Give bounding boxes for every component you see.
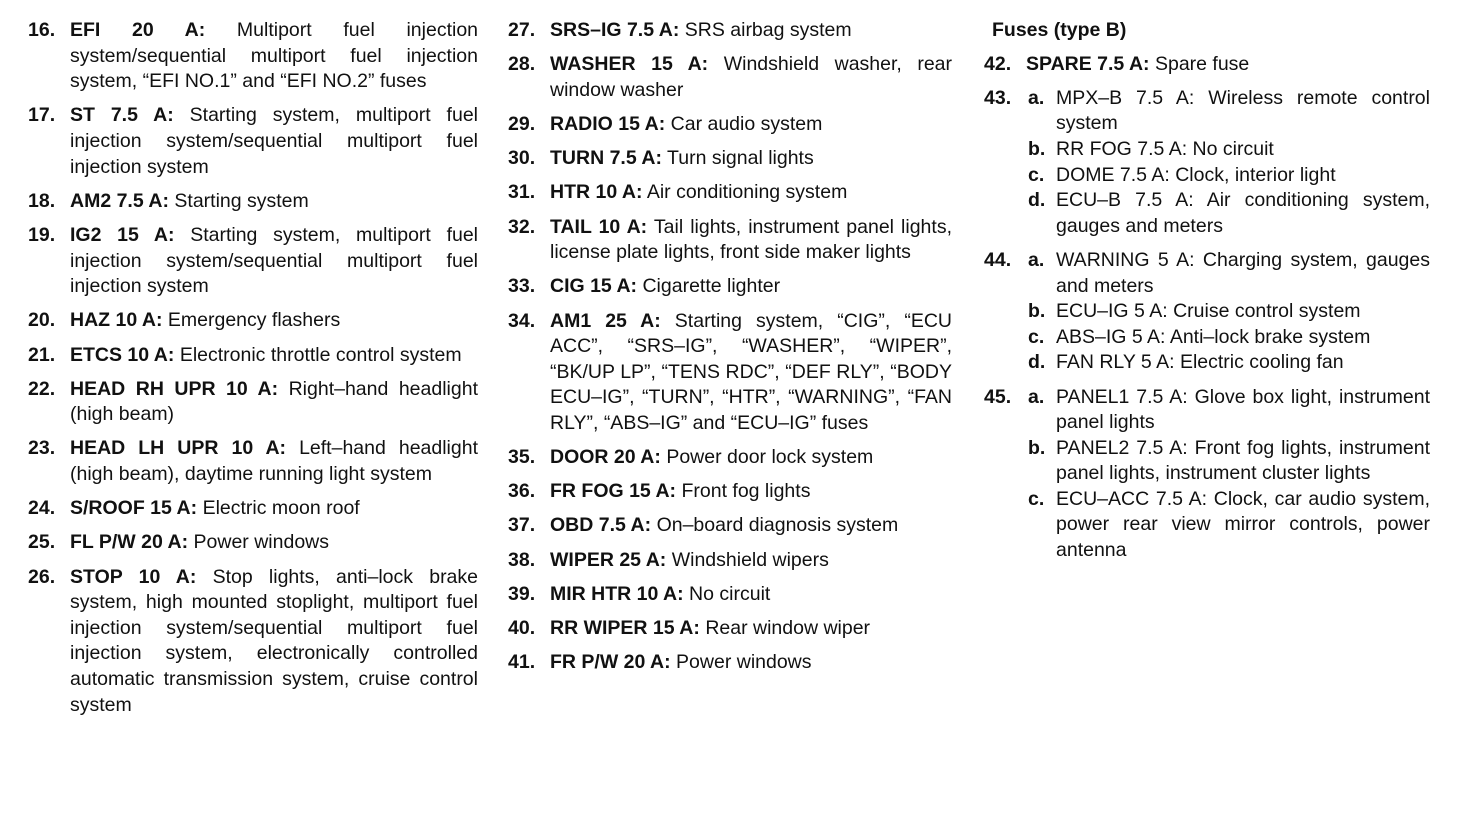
fuse-key: DOOR 20 A: [550,446,661,469]
fuse-sub-letter: d. [1028,351,1046,374]
fuse-key: EFI 20 A: [70,19,206,41]
fuse-key: S/ROOF 15 A: [70,497,198,520]
fuse-number: 36. [508,480,536,503]
fuse-key: HTR 10 A: [550,181,643,204]
fuse-number: 32. [508,215,536,238]
fuse-key: ABS–IG 5 A: [1056,325,1166,348]
fuse-key: RADIO 15 A: [550,112,666,135]
fuse-description: Tail lights, instrument panel lights, license plate lights, front side maker lights [550,215,952,264]
fuse-description: SRS airbag system [684,19,852,41]
fuse-entry-39 [508,582,952,608]
fuse-sub-entry [984,188,1430,239]
fuse-description: Charging system, gauges and meters [1056,248,1430,297]
fuse-key: WARNING 5 A: [1056,248,1195,271]
fuse-entry-27 [508,18,952,44]
fuse-key: SRS–IG 7.5 A: [550,19,680,41]
fuse-description: Windshield wipers [671,548,829,571]
fuse-description: Car audio system [670,112,823,135]
fuse-number: 17. [28,104,56,127]
fuse-description: Air conditioning system [646,181,848,204]
fuse-key: ECU–B 7.5 A: [1056,189,1194,212]
fuse-entry-33 [508,274,952,300]
fuse-entry-42 [984,52,1430,78]
fuse-description: Front fog lights [681,480,811,503]
fuse-entry-23 [28,436,478,487]
fuse-sub-entry [984,325,1430,351]
fuse-entry-24 [28,496,478,522]
fuse-number: 21. [28,343,56,366]
fuse-sub-entry [984,436,1430,487]
fuse-number: 22. [28,377,56,400]
fuse-entry-40 [508,616,952,642]
fuse-key: STOP 10 A: [70,565,197,588]
fuse-number: 24. [28,497,56,520]
fuse-description: Starting system, multiport fuel injection system/sequential multiport fuel injection system [70,104,478,178]
fuse-description: Clock, interior light [1175,163,1336,186]
fuse-key: MPX–B 7.5 A: [1056,86,1195,109]
fuse-number: 20. [28,309,56,332]
fuse-key: FR P/W 20 A: [550,651,671,674]
fuse-entry-22 [28,377,478,428]
fuse-key: ECU–IG 5 A: [1056,300,1168,323]
fuse-sub-letter: c. [1028,325,1045,348]
fuse-number: 29. [508,112,536,135]
fuse-description: Rear window wiper [705,617,871,639]
fuse-description: Cigarette lighter [642,275,781,298]
fuse-sub-entry [984,86,1430,137]
fuse-entry-31 [508,180,952,206]
fuse-number: 34. [508,309,536,332]
fuse-sub-entry [984,385,1430,436]
fuse-entry-26 [28,565,478,719]
fuse-description: On–board diagnosis system [656,514,899,537]
fuse-number: 27. [508,19,536,41]
fuse-description: Emergency flashers [167,309,341,332]
fuse-description: Starting system, multiport fuel injection system/sequential multiport fuel injection system [70,223,479,298]
fuse-sub-entry [984,248,1430,299]
fuse-key: WIPER 25 A: [550,548,667,571]
fuse-entry-21 [28,343,478,369]
fuse-entry-16 [28,18,478,95]
fuse-entry-36 [508,479,952,505]
fuse-description: Anti–lock brake system [1169,325,1371,348]
fuse-number: 33. [508,275,536,298]
fuse-description: Cruise control system [1173,300,1361,323]
fuse-sub-entry [984,487,1430,564]
fuse-entry-35 [508,445,952,471]
column-3 [984,18,1430,572]
fuse-key: SPARE 7.5 A: [1026,52,1150,75]
fuse-key: IG2 15 A: [70,223,175,246]
fuse-number: 41. [508,651,536,674]
fuse-sub-entry [984,163,1430,189]
fuse-key: ST 7.5 A: [70,104,174,127]
fuse-entry-29 [508,112,952,138]
fuse-number: 30. [508,147,536,170]
fuse-number: 19. [28,223,56,246]
fuse-description: Power windows [193,531,330,554]
fuse-key: AM1 25 A: [550,309,661,332]
fuse-description: Clock, car audio system, power rear view mirror controls, power antenna [1056,487,1430,562]
fuse-description: Electronic throttle control system [179,343,462,366]
fuse-number: 45. [984,385,1012,408]
fuse-sub-letter: d. [1028,189,1046,212]
fuse-key: TURN 7.5 A: [550,147,662,170]
fuse-key: FAN RLY 5 A: [1056,351,1175,374]
fuse-group-45 [984,385,1430,564]
fuse-description: Spare fuse [1154,52,1250,75]
fuse-number: 40. [508,617,536,639]
fuse-description: No circuit [689,582,771,605]
fuse-number: 31. [508,181,536,204]
fuse-sub-letter: c. [1028,487,1045,510]
fuse-sub-entry [984,350,1430,376]
fuse-number: 39. [508,582,536,605]
fuse-entry-34 [508,309,952,437]
fuse-key: FL P/W 20 A: [70,531,189,554]
fuse-description: Right–hand headlight (high beam) [70,377,478,426]
fuse-entry-37 [508,513,952,539]
section-title: Fuses (type B) [992,19,1127,41]
fuse-key: PANEL2 7.5 A: [1056,436,1188,459]
fuse-description: Multiport fuel injection system/sequential multiport fuel injection system, “EFI NO.1” and “EFI NO.2” fuses [70,19,479,93]
fuse-sub-entry [984,299,1430,325]
fuse-number: 38. [508,548,536,571]
fuse-entry-38 [508,548,952,574]
fuse-description: Left–hand headlight (high beam), daytime running light system [70,437,478,486]
fuse-description: Power door lock system [666,446,874,469]
fuse-key: AM2 7.5 A: [70,189,169,212]
fuse-entry-17 [28,103,478,180]
fuse-description: Stop lights, anti–lock brake system, high mounted stoplight, multiport fuel injection system/sequential multiport fuel injection system, electronically controlled automatic transmission system, cruise control system [70,565,479,716]
fuse-key: PANEL1 7.5 A: [1056,385,1188,408]
fuse-key: RR WIPER 15 A: [550,617,700,639]
fuse-key: FR FOG 15 A: [550,480,677,503]
fuse-description: Front fog lights, instrument panel lights, instrument cluster lights [1056,436,1430,485]
fuse-sub-letter: a. [1028,86,1045,109]
fuse-number: 43. [984,86,1012,109]
fuse-description: Starting system, “CIG”, “ECU ACC”, “SRS–IG”, “WASHER”, “WIPER”, “BK/UP LP”, “TENS RDC”, “DEF RLY”, “BODY ECU–IG”, “TURN”, “HTR”, “WARNING”, “FAN RLY”, “ABS–IG” and “ECU–IG” fuses [550,309,952,434]
fuse-sub-letter: b. [1028,300,1046,323]
fuse-sub-letter: a. [1028,248,1045,271]
fuse-key: OBD 7.5 A: [550,514,652,537]
column-2 [508,18,952,684]
fuse-description: No circuit [1192,137,1274,160]
fuse-description: Turn signal lights [667,147,814,170]
fuse-number: 35. [508,446,536,469]
fuse-key: HEAD LH UPR 10 A: [70,437,287,460]
fuse-entry-18 [28,189,478,215]
fuse-sub-letter: c. [1028,163,1045,186]
fuse-entry-20 [28,308,478,334]
fuse-number: 44. [984,248,1012,271]
fuse-number: 25. [28,531,56,554]
fuse-sub-letter: a. [1028,385,1045,408]
column-1 [28,18,478,727]
fuse-key: ECU–ACC 7.5 A: [1056,487,1208,510]
fuse-description: Glove box light, instrument panel lights [1056,385,1431,434]
fuse-entry-28 [508,52,952,103]
fuse-entry-25 [28,530,478,556]
fuse-description: Air conditioning system, gauges and meters [1056,189,1431,237]
fuse-entry-32 [508,215,952,266]
fuse-number: 18. [28,189,56,212]
fuse-description: Power windows [676,651,812,674]
fuse-description: Electric cooling fan [1179,351,1344,374]
fuse-entry-19 [28,223,478,300]
fuse-description: Electric moon roof [202,497,360,520]
fuse-key: CIG 15 A: [550,275,638,298]
fuse-number: 23. [28,437,56,460]
fuse-description: Wireless remote control system [1056,86,1430,135]
fuse-entry-30 [508,146,952,172]
fuse-description: Windshield washer, rear window washer [550,53,953,101]
fuse-key: RR FOG 7.5 A: [1056,137,1188,160]
fuse-number: 42. [984,52,1012,75]
fuse-sub-letter: b. [1028,436,1046,459]
fuse-number: 26. [28,565,56,588]
fuse-key: MIR HTR 10 A: [550,582,684,605]
fuse-key: HEAD RH UPR 10 A: [70,377,279,400]
fuse-entry-41 [508,650,952,676]
fuse-number: 28. [508,53,536,76]
fuse-group-44 [984,248,1430,376]
fuse-key: DOME 7.5 A: [1056,163,1170,186]
fuse-description: Starting system [174,189,309,212]
fuse-number: 37. [508,514,536,537]
fuse-sub-entry [984,137,1430,163]
fuse-key: HAZ 10 A: [70,309,163,332]
fuse-number: 16. [28,19,56,41]
fuse-sub-letter: b. [1028,137,1046,160]
fuse-key: TAIL 10 A: [550,215,648,238]
fuse-key: WASHER 15 A: [550,53,709,76]
fuse-key: ETCS 10 A: [70,343,175,366]
fuse-group-43 [984,86,1430,240]
